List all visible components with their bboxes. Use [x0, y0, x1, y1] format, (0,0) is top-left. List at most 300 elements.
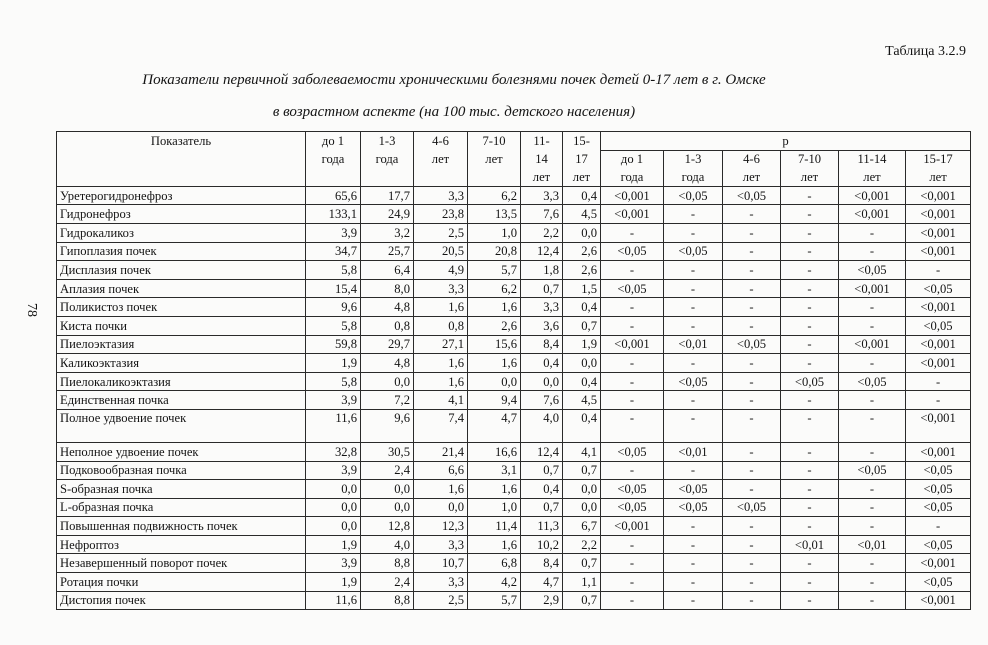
- value-cell: 6,2: [468, 186, 521, 205]
- p-value-cell: -: [781, 279, 839, 298]
- p-value-cell: <0,001: [601, 335, 664, 354]
- p-value-cell: <0,05: [664, 242, 723, 261]
- p-value-cell: -: [839, 316, 906, 335]
- p-value-cell: <0,01: [839, 535, 906, 554]
- value-cell: 29,7: [361, 335, 414, 354]
- header-p-2-line2: лет: [723, 168, 781, 186]
- value-cell: 3,3: [521, 298, 563, 317]
- value-cell: 0,7: [563, 554, 601, 573]
- value-cell: 8,4: [521, 335, 563, 354]
- value-cell: 2,4: [361, 461, 414, 480]
- value-cell: 0,0: [521, 372, 563, 391]
- header-p-5: 15-17: [906, 150, 971, 168]
- row-name: Киста почки: [57, 316, 306, 335]
- table-row: [57, 242, 971, 261]
- value-cell: 12,4: [521, 442, 563, 461]
- row-name: Подковообразная почка: [57, 461, 306, 480]
- value-cell: 2,2: [521, 223, 563, 242]
- header-row: [57, 150, 971, 168]
- p-value-cell: -: [781, 261, 839, 280]
- table-row: [57, 279, 971, 298]
- p-value-cell: -: [781, 391, 839, 410]
- value-cell: 0,0: [414, 498, 468, 517]
- table-row: [57, 261, 971, 280]
- header-age-2: 4-6: [414, 132, 468, 151]
- value-cell: 9,4: [468, 391, 521, 410]
- p-value-cell: -: [723, 372, 781, 391]
- table-row: [57, 480, 971, 499]
- value-cell: 0,4: [563, 298, 601, 317]
- value-cell: 4,2: [468, 573, 521, 592]
- row-name: Гипоплазия почек: [57, 242, 306, 261]
- p-value-cell: <0,05: [839, 461, 906, 480]
- row-name: Гидронефроз: [57, 205, 306, 224]
- value-cell: 25,7: [361, 242, 414, 261]
- p-value-cell: <0,001: [906, 242, 971, 261]
- p-value-cell: -: [781, 205, 839, 224]
- value-cell: 0,7: [563, 591, 601, 610]
- value-cell: 0,7: [563, 461, 601, 480]
- p-value-cell: <0,05: [601, 442, 664, 461]
- value-cell: 3,3: [414, 186, 468, 205]
- value-cell: 2,6: [468, 316, 521, 335]
- p-value-cell: -: [839, 442, 906, 461]
- p-value-cell: -: [839, 591, 906, 610]
- value-cell: 0,0: [306, 498, 361, 517]
- value-cell: 3,3: [414, 535, 468, 554]
- p-value-cell: -: [839, 298, 906, 317]
- p-value-cell: -: [601, 461, 664, 480]
- table-title-line-2: в возрастном аспекте (на 100 тыс. детского населения): [272, 104, 636, 120]
- value-cell: 2,6: [563, 242, 601, 261]
- header-p-0: до 1: [601, 150, 664, 168]
- p-value-cell: -: [781, 298, 839, 317]
- value-cell: 0,0: [563, 480, 601, 499]
- value-cell: 7,6: [521, 205, 563, 224]
- header-age-2-line2: лет: [414, 150, 468, 168]
- value-cell: 6,6: [414, 461, 468, 480]
- table-row: [57, 517, 971, 536]
- p-value-cell: -: [601, 223, 664, 242]
- p-value-cell: -: [601, 298, 664, 317]
- p-value-cell: <0,001: [601, 205, 664, 224]
- p-value-cell: -: [839, 391, 906, 410]
- p-value-cell: <0,001: [906, 442, 971, 461]
- header-age-2-line3: [414, 168, 468, 186]
- value-cell: 9,6: [306, 298, 361, 317]
- p-value-cell: -: [723, 223, 781, 242]
- value-cell: 0,0: [361, 498, 414, 517]
- value-cell: 0,4: [563, 186, 601, 205]
- header-p-2: 4-6: [723, 150, 781, 168]
- p-value-cell: -: [723, 261, 781, 280]
- p-value-cell: <0,05: [664, 186, 723, 205]
- value-cell: 3,2: [361, 223, 414, 242]
- p-value-cell: -: [601, 261, 664, 280]
- value-cell: 11,4: [468, 517, 521, 536]
- header-age-5-line2: 17: [563, 150, 601, 168]
- header-age-4-line3: лет: [521, 168, 563, 186]
- p-value-cell: -: [781, 591, 839, 610]
- p-value-cell: -: [664, 316, 723, 335]
- p-value-cell: <0,001: [906, 223, 971, 242]
- p-value-cell: -: [723, 554, 781, 573]
- p-value-cell: -: [781, 354, 839, 373]
- header-age-3-line2: лет: [468, 150, 521, 168]
- p-value-cell: <0,01: [664, 335, 723, 354]
- row-name: Повышенная подвижность почек: [57, 517, 306, 536]
- value-cell: 34,7: [306, 242, 361, 261]
- value-cell: 1,5: [563, 279, 601, 298]
- row-name: Дистопия почек: [57, 591, 306, 610]
- value-cell: 4,9: [414, 261, 468, 280]
- p-value-cell: <0,001: [839, 205, 906, 224]
- value-cell: 2,6: [563, 261, 601, 280]
- row-name: Каликоэктазия: [57, 354, 306, 373]
- value-cell: 59,8: [306, 335, 361, 354]
- table-row: [57, 298, 971, 317]
- p-value-cell: -: [664, 461, 723, 480]
- row-name: Уретерогидронефроз: [57, 186, 306, 205]
- table-row: [57, 391, 971, 410]
- value-cell: 12,4: [521, 242, 563, 261]
- p-value-cell: -: [839, 573, 906, 592]
- p-value-cell: <0,001: [601, 517, 664, 536]
- value-cell: 6,8: [468, 554, 521, 573]
- p-value-cell: -: [839, 480, 906, 499]
- p-value-cell: -: [723, 316, 781, 335]
- value-cell: 0,0: [563, 223, 601, 242]
- value-cell: 4,0: [361, 535, 414, 554]
- value-cell: 0,4: [521, 480, 563, 499]
- row-name: Гидрокаликоз: [57, 223, 306, 242]
- value-cell: 1,6: [414, 354, 468, 373]
- value-cell: 4,1: [563, 442, 601, 461]
- header-p-4: 11-14: [839, 150, 906, 168]
- value-cell: 23,8: [414, 205, 468, 224]
- row-name: Неполное удвоение почек: [57, 442, 306, 461]
- p-value-cell: -: [601, 554, 664, 573]
- p-value-cell: <0,05: [601, 480, 664, 499]
- header-age-0: до 1: [306, 132, 361, 151]
- table-row: [57, 573, 971, 592]
- p-value-cell: -: [906, 391, 971, 410]
- value-cell: 13,5: [468, 205, 521, 224]
- header-age-1-line3: [361, 168, 414, 186]
- header-p-1: 1-3: [664, 150, 723, 168]
- value-cell: 5,8: [306, 261, 361, 280]
- p-value-cell: <0,01: [664, 442, 723, 461]
- p-value-cell: -: [601, 391, 664, 410]
- p-value-cell: -: [723, 298, 781, 317]
- value-cell: 27,1: [414, 335, 468, 354]
- value-cell: 32,8: [306, 442, 361, 461]
- value-cell: 0,7: [521, 279, 563, 298]
- p-value-cell: <0,05: [601, 279, 664, 298]
- p-value-cell: <0,05: [723, 335, 781, 354]
- p-value-cell: <0,05: [906, 480, 971, 499]
- value-cell: 4,5: [563, 391, 601, 410]
- table-row: [57, 554, 971, 573]
- p-value-cell: -: [664, 573, 723, 592]
- table-row: [57, 442, 971, 461]
- p-value-cell: -: [723, 480, 781, 499]
- table-row: [57, 372, 971, 391]
- p-value-cell: -: [781, 573, 839, 592]
- p-value-cell: <0,05: [906, 279, 971, 298]
- value-cell: 1,9: [306, 354, 361, 373]
- row-name: S-образная почка: [57, 480, 306, 499]
- p-value-cell: -: [723, 591, 781, 610]
- value-cell: 65,6: [306, 186, 361, 205]
- p-value-cell: <0,001: [839, 335, 906, 354]
- p-value-cell: -: [839, 242, 906, 261]
- value-cell: 0,0: [306, 480, 361, 499]
- value-cell: 0,0: [468, 372, 521, 391]
- p-value-cell: -: [723, 442, 781, 461]
- p-value-cell: <0,05: [723, 186, 781, 205]
- value-cell: 3,3: [414, 279, 468, 298]
- header-age-3-line3: [468, 168, 521, 186]
- table-row: [57, 223, 971, 242]
- value-cell: 12,8: [361, 517, 414, 536]
- table-row: [57, 535, 971, 554]
- value-cell: 11,6: [306, 409, 361, 442]
- p-value-cell: <0,001: [906, 186, 971, 205]
- value-cell: 10,7: [414, 554, 468, 573]
- value-cell: 0,0: [306, 517, 361, 536]
- value-cell: 30,5: [361, 442, 414, 461]
- p-value-cell: <0,001: [906, 591, 971, 610]
- value-cell: 4,0: [521, 409, 563, 442]
- value-cell: 0,4: [521, 354, 563, 373]
- p-value-cell: <0,05: [601, 242, 664, 261]
- value-cell: 1,9: [306, 535, 361, 554]
- value-cell: 0,0: [361, 480, 414, 499]
- morbidity-table: [56, 131, 971, 610]
- table-row: [57, 335, 971, 354]
- p-value-cell: -: [723, 205, 781, 224]
- value-cell: 4,1: [414, 391, 468, 410]
- p-value-cell: <0,001: [906, 554, 971, 573]
- value-cell: 7,6: [521, 391, 563, 410]
- row-name: Поликистоз почек: [57, 298, 306, 317]
- value-cell: 1,6: [414, 298, 468, 317]
- p-value-cell: -: [664, 591, 723, 610]
- p-value-cell: -: [601, 591, 664, 610]
- p-value-cell: -: [723, 461, 781, 480]
- p-value-cell: -: [664, 409, 723, 442]
- value-cell: 3,9: [306, 461, 361, 480]
- row-name: Дисплазия почек: [57, 261, 306, 280]
- value-cell: 2,2: [563, 535, 601, 554]
- p-value-cell: -: [664, 354, 723, 373]
- p-value-cell: -: [664, 535, 723, 554]
- p-value-cell: -: [839, 354, 906, 373]
- row-name: L-образная почка: [57, 498, 306, 517]
- row-name: Единственная почка: [57, 391, 306, 410]
- header-p-0-line2: года: [601, 168, 664, 186]
- value-cell: 3,3: [521, 186, 563, 205]
- value-cell: 3,3: [414, 573, 468, 592]
- value-cell: 5,8: [306, 316, 361, 335]
- value-cell: 20,5: [414, 242, 468, 261]
- header-age-5: 15-: [563, 132, 601, 151]
- value-cell: 16,6: [468, 442, 521, 461]
- table-row: [57, 205, 971, 224]
- value-cell: 24,9: [361, 205, 414, 224]
- value-cell: 1,6: [468, 535, 521, 554]
- value-cell: 0,0: [361, 372, 414, 391]
- value-cell: 3,9: [306, 391, 361, 410]
- value-cell: 2,9: [521, 591, 563, 610]
- value-cell: 4,5: [563, 205, 601, 224]
- value-cell: 3,1: [468, 461, 521, 480]
- p-value-cell: <0,05: [906, 535, 971, 554]
- value-cell: 7,2: [361, 391, 414, 410]
- value-cell: 15,6: [468, 335, 521, 354]
- p-value-cell: <0,05: [906, 498, 971, 517]
- p-value-cell: -: [781, 517, 839, 536]
- p-value-cell: -: [723, 409, 781, 442]
- p-value-cell: <0,001: [906, 298, 971, 317]
- p-value-cell: -: [781, 335, 839, 354]
- p-value-cell: <0,05: [839, 372, 906, 391]
- p-value-cell: <0,05: [781, 372, 839, 391]
- value-cell: 1,0: [468, 498, 521, 517]
- p-value-cell: -: [906, 261, 971, 280]
- header-age-5-line3: лет: [563, 168, 601, 186]
- p-value-cell: -: [664, 223, 723, 242]
- p-value-cell: -: [781, 186, 839, 205]
- row-name: Аплазия почек: [57, 279, 306, 298]
- value-cell: 1,1: [563, 573, 601, 592]
- row-name: Пиелокаликоэктазия: [57, 372, 306, 391]
- p-value-cell: -: [601, 354, 664, 373]
- p-value-cell: <0,001: [906, 335, 971, 354]
- value-cell: 1,9: [306, 573, 361, 592]
- table-row: [57, 409, 971, 442]
- value-cell: 5,7: [468, 261, 521, 280]
- p-value-cell: -: [839, 554, 906, 573]
- p-value-cell: <0,05: [723, 498, 781, 517]
- row-name: Нефроптоз: [57, 535, 306, 554]
- p-value-cell: -: [839, 517, 906, 536]
- p-value-cell: -: [601, 409, 664, 442]
- header-age-3: 7-10: [468, 132, 521, 151]
- value-cell: 8,0: [361, 279, 414, 298]
- p-value-cell: -: [601, 372, 664, 391]
- p-value-cell: -: [781, 498, 839, 517]
- table-title-line-1: Показатели первичной заболеваемости хроническими болезнями почек детей 0-17 лет в г. Омске: [142, 72, 766, 88]
- p-value-cell: -: [906, 372, 971, 391]
- p-value-cell: <0,05: [664, 498, 723, 517]
- p-value-cell: <0,05: [906, 461, 971, 480]
- table-row: [57, 498, 971, 517]
- value-cell: 1,9: [563, 335, 601, 354]
- value-cell: 4,7: [521, 573, 563, 592]
- value-cell: 4,8: [361, 354, 414, 373]
- header-p-1-line2: года: [664, 168, 723, 186]
- table-number: Таблица 3.2.9: [885, 44, 966, 59]
- p-value-cell: -: [781, 242, 839, 261]
- p-value-cell: -: [781, 223, 839, 242]
- value-cell: 8,4: [521, 554, 563, 573]
- value-cell: 1,6: [414, 480, 468, 499]
- header-p-3: 7-10: [781, 150, 839, 168]
- table-row: [57, 591, 971, 610]
- value-cell: 0,8: [361, 316, 414, 335]
- p-value-cell: <0,05: [839, 261, 906, 280]
- p-value-cell: -: [723, 573, 781, 592]
- value-cell: 0,0: [563, 498, 601, 517]
- value-cell: 0,4: [563, 409, 601, 442]
- p-value-cell: -: [664, 279, 723, 298]
- header-p-5-line2: лет: [906, 168, 971, 186]
- value-cell: 1,0: [468, 223, 521, 242]
- p-value-cell: -: [906, 517, 971, 536]
- p-value-cell: <0,001: [839, 279, 906, 298]
- row-name: Ротация почки: [57, 573, 306, 592]
- value-cell: 3,6: [521, 316, 563, 335]
- p-value-cell: -: [723, 242, 781, 261]
- table-row: [57, 354, 971, 373]
- table-header: [57, 132, 971, 187]
- value-cell: 15,4: [306, 279, 361, 298]
- value-cell: 1,6: [414, 372, 468, 391]
- p-value-cell: <0,05: [601, 498, 664, 517]
- value-cell: 6,2: [468, 279, 521, 298]
- p-value-cell: -: [839, 498, 906, 517]
- header-age-4: 11-: [521, 132, 563, 151]
- p-value-cell: -: [781, 316, 839, 335]
- value-cell: 4,8: [361, 298, 414, 317]
- value-cell: 0,8: [414, 316, 468, 335]
- value-cell: 2,5: [414, 223, 468, 242]
- page-number: 78: [24, 303, 39, 317]
- p-value-cell: -: [664, 205, 723, 224]
- value-cell: 6,7: [563, 517, 601, 536]
- header-indicator-cont: [57, 168, 306, 186]
- p-value-cell: -: [723, 535, 781, 554]
- value-cell: 1,8: [521, 261, 563, 280]
- header-p-label: р: [601, 132, 971, 151]
- value-cell: 1,6: [468, 298, 521, 317]
- value-cell: 5,7: [468, 591, 521, 610]
- p-value-cell: -: [664, 261, 723, 280]
- value-cell: 6,4: [361, 261, 414, 280]
- row-name: Пиелоэктазия: [57, 335, 306, 354]
- p-value-cell: <0,001: [601, 186, 664, 205]
- p-value-cell: -: [664, 391, 723, 410]
- value-cell: 10,2: [521, 535, 563, 554]
- value-cell: 20,8: [468, 242, 521, 261]
- header-row: [57, 132, 971, 151]
- value-cell: 11,3: [521, 517, 563, 536]
- value-cell: 12,3: [414, 517, 468, 536]
- value-cell: 1,6: [468, 354, 521, 373]
- p-value-cell: -: [664, 517, 723, 536]
- value-cell: 2,4: [361, 573, 414, 592]
- value-cell: 11,6: [306, 591, 361, 610]
- header-row: [57, 168, 971, 186]
- p-value-cell: -: [664, 554, 723, 573]
- p-value-cell: -: [781, 409, 839, 442]
- p-value-cell: -: [601, 573, 664, 592]
- row-name: Незавершенный поворот почек: [57, 554, 306, 573]
- header-indicator: Показатель: [57, 132, 306, 151]
- header-age-0-line3: [306, 168, 361, 186]
